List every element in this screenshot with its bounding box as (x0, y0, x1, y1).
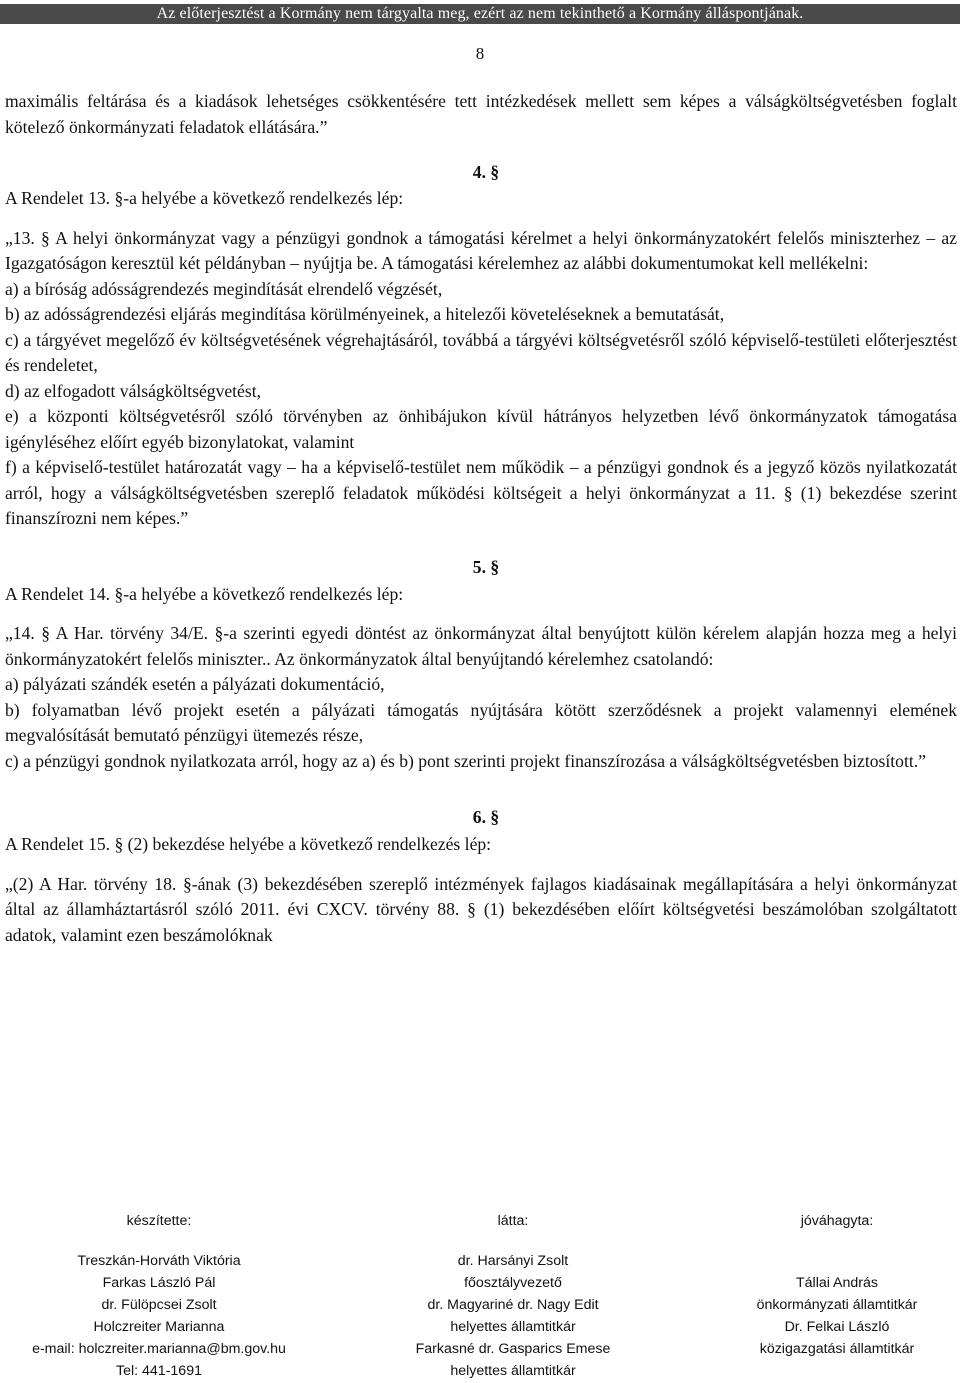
section-6-intro: A Rendelet 15. § (2) bekezdése helyébe a következő rendelkezés lép: (5, 834, 492, 854)
section-5-heading: 5. § (472, 556, 500, 577)
reviewer-title: helyettes államtitkár (450, 1363, 576, 1379)
section-4-item-a: a) a bíróság adósságrendezés megindítását elrendelő végzését, (5, 278, 443, 299)
section-5-item-a: a) pályázati szándék esetén a pályázati dokumentáció, (5, 674, 385, 694)
prepared-by-label: készítette: (126, 1213, 192, 1229)
prepared-by-name: dr. Fülöpcsei Zsolt (101, 1297, 217, 1313)
section-4-item-e: e) a központi költségvetésről szóló törvényben az önhibájukon kívül hátrányos helyzetben lévő önkormányzatok támogatása igényléséhez előírt egyéb bizonylatokat, valamint (5, 406, 957, 452)
reviewer-name: dr. Magyariné dr. Nagy Edit (427, 1297, 599, 1313)
reviewer-name: Farkasné dr. Gasparics Emese (415, 1341, 611, 1357)
approved-by-label: jóváhagyta: (800, 1213, 874, 1229)
section-6-main-text: „(2) A Har. törvény 18. §-ának (3) bekezdésében szereplő intézmények fajlagos kiadásainak megállapítására a helyi önkormányzat által az államháztartásról szóló 2011. évi CXCV. törvény 88. § (1) bekezdésében előírt költségvetési beszámolóban szolgáltatott adatok, valamint ezen beszámolóknak (5, 873, 957, 945)
reviewed-by-column (383, 1210, 643, 1382)
prepared-by-column (0, 1210, 318, 1382)
section-6-heading: 6. § (472, 807, 500, 827)
section-4-item-c: c) a tárgyévet megelőző év költségvetésének végrehajtásáról, továbbá a tárgyévi költségvetésről szóló képviselő-testületi előterjesztést és rendeletet, (5, 329, 957, 375)
disclaimer-banner: Az előterjesztést a Kormány nem tárgyalta meg, ezért az nem tekinthető a Kormány álláspontjának. (0, 4, 960, 24)
reviewer-name: dr. Harsányi Zsolt (457, 1253, 569, 1269)
section-4-item-f: f) a képviselő-testület határozatát vagy – ha a képviselő-testület nem működik – a pénzügyi gondnok és a jegyző közös nyilatkozatát arról, hogy a válságköltségvetésben szereplő feladatok működési költségeit a helyi önkormányzat a 11. § (1) bekezdése szerint finanszírozni nem képes.” (5, 457, 957, 528)
column-spacer (714, 1250, 960, 1272)
document-body (5, 89, 957, 948)
contact-email: e-mail: holczreiter.marianna@bm.gov.hu (32, 1341, 286, 1357)
section-4-intro: A Rendelet 13. §-a helyébe a következő rendelkezés lép: (5, 188, 404, 208)
approver-title: önkormányzati államtitkár (756, 1297, 918, 1313)
reviewer-title: főosztályvezető (464, 1275, 562, 1291)
prepared-by-name: Treszkán-Horváth Viktória (77, 1253, 241, 1269)
signature-block (0, 1210, 960, 1380)
reviewed-by-label: látta: (497, 1213, 529, 1229)
section-5-main-text: „14. § A Har. törvény 34/E. §-a szerinti egyedi döntést az önkormányzat által benyújtott külön kérelem alapján hozza meg a helyi önkormányzatokért felelős miniszter.. Az önkormányzatok által benyújtandó kérelemhez csatolandó: (5, 623, 957, 669)
approved-by-column (714, 1210, 960, 1360)
approver-name: Dr. Felkai László (784, 1319, 890, 1335)
section-4-item-b: b) az adósságrendezési eljárás megindítása körülményeinek, a hitelezői követeléseknek a bemutatását, (5, 304, 725, 324)
section-5-item-b: b) folyamatban lévő projekt esetén a pályázati támogatás nyújtására kötött szerződésnek a projekt valamennyi elemének megvalósítását bemutató pénzügyi ütemezés része, (5, 699, 957, 745)
prepared-by-name: Holczreiter Marianna (93, 1319, 225, 1335)
section-4-item-d: d) az elfogadott válságköltségvetést, (5, 380, 262, 401)
section-4-main-text: „13. § A helyi önkormányzat vagy a pénzügyi gondnok a támogatási kérelmet a helyi önkormányzatokért felelős miniszterhez – az Igazgatóságon keresztül két példányban – nyújtja be. A támogatási kérelemhez az alábbi dokumentumokat kell mellékelni: (5, 227, 957, 273)
section-4-heading: 4. § (472, 162, 500, 182)
approver-title: közigazgatási államtitkár (759, 1341, 915, 1357)
paragraph-continuation: maximális feltárása és a kiadások lehetséges csökkentésére tett intézkedések mellett sem képes a válságköltségvetésben foglalt kötelező önkormányzati feladatok ellátására.” (5, 91, 957, 137)
reviewer-title: helyettes államtitkár (450, 1319, 576, 1335)
page-number: 8 (475, 44, 485, 63)
section-5-item-c: c) a pénzügyi gondnok nyilatkozata arról, hogy az a) és b) pont szerinti projekt finanszírozása a válságköltségvetésben biztosított.” (5, 750, 926, 771)
contact-phone: Tel: 441-1691 (116, 1363, 202, 1379)
approver-name: Tállai András (795, 1275, 878, 1291)
prepared-by-name: Farkas László Pál (102, 1275, 216, 1291)
section-5-intro: A Rendelet 14. §-a helyébe a következő rendelkezés lép: (5, 583, 404, 604)
